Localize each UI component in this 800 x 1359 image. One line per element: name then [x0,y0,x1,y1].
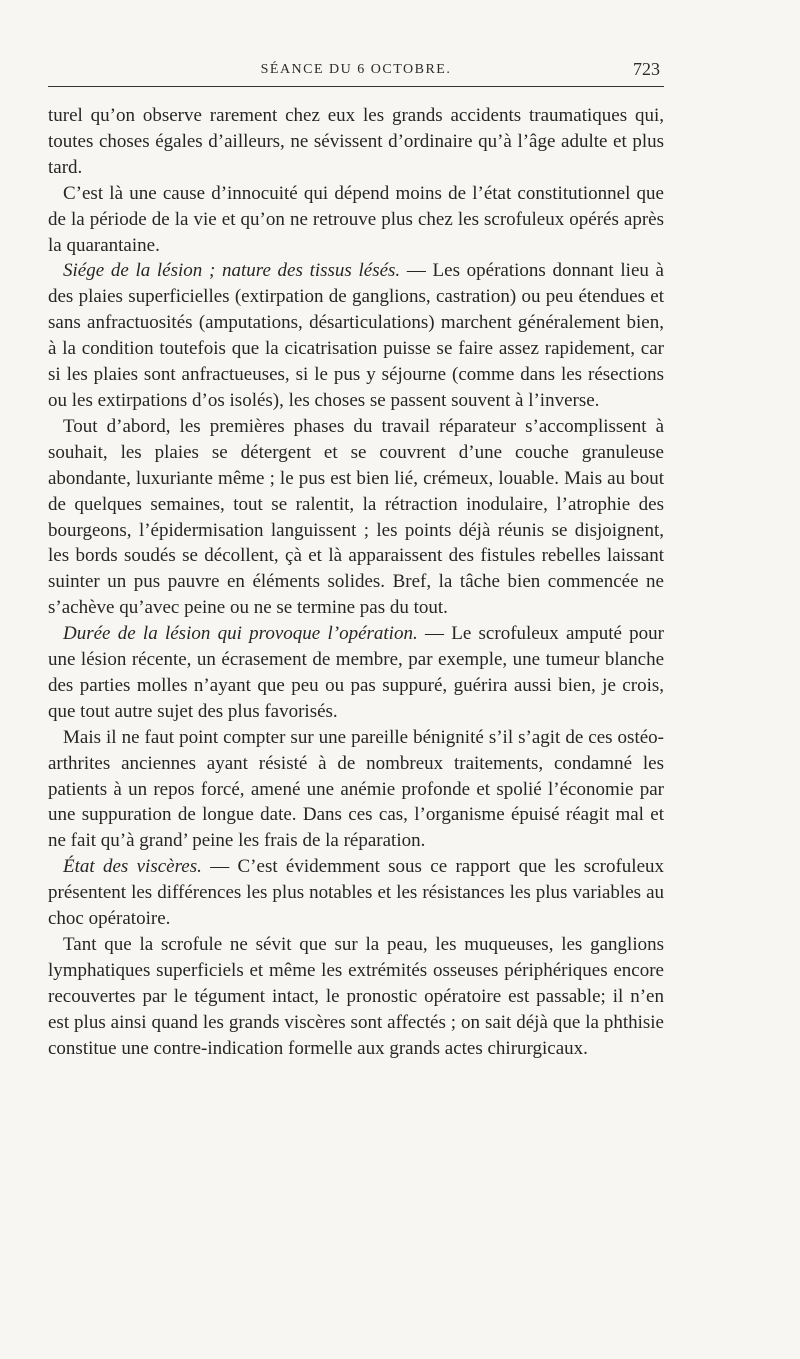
section-heading: Siége de la lésion ; nature des tissus lésés. [63,260,401,282]
paragraph [48,621,664,725]
paragraph [48,103,664,181]
paragraph-text: Tout d’abord, les premières phases du travail réparateur s’accomplissent à souhait, les plaies se détergent et se couvrent d’une couche granuleuse abondante, luxuriante même ; le pus est bien lié, crémeux, louable. Mais au bout de quelques semaines, tout se ralentit, la rétraction inodulaire, l’atrophie des bourgeons, l’épidermisation languissent ; les points déjà réunis se disjoignent, les bords soudés se décollent, çà et là apparaissent des fistules rebelles laissant suinter un pus pauvre en éléments solides. Bref, la tâche bien commencée ne s’achève qu’avec peine ou ne se termine pas du tout. [48,415,664,619]
paragraph-text: — Le scrofuleux amputé pour une lésion récente, un écrasement de membre, par exemple, une tumeur blanche des parties molles n’ayant que peu ou pas suppuré, guérira aussi bien, je crois, que tout autre sujet des plus favorisés. [48,623,664,722]
paragraph-text: Mais il ne faut point compter sur une pareille bénignité s’il s’agit de ces ostéo-arthrites anciennes ayant résisté à de nombreux traitements, condamné les patients à un repos forcé, amené une anémie profonde et spolié l’économie par une suppuration de longue date. Dans ces cas, l’organisme épuisé réagit mal et ne fait qu’à grand’ peine les frais de la réparation. [48,726,664,852]
paragraph [48,181,664,259]
paragraph-text: — C’est évidemment sous ce rapport que les scrofuleux présentent les différences les plus notables et les résistances les plus variables au choc opératoire. [48,856,664,930]
paragraph [48,258,664,413]
body-text [48,103,664,1062]
book-page [48,54,664,1344]
paragraph-text: — Les opérations donnant lieu à des plaies superficielles (extirpation de ganglions, castration) ou peu étendues et sans anfractuosités (amputations, désarticulations) marchent généralement bien, à la condition toutefois que la cicatrisation puisse se faire assez rapidement, car si les plaies sont anfractueuses, si le pus y séjourne (comme dans les résections ou les extirpations d’os isolés), les choses se passent souvent à l’inverse. [48,260,664,411]
paragraph [48,932,664,1062]
paragraph-text: Tant que la scrofule ne sévit que sur la peau, les muqueuses, les ganglions lymphatiques superficiels et même les extrémités osseuses périphériques encore recouvertes par le tégument intact, le pronostic opératoire est passable; il n’en est plus ainsi quand les grands viscères sont affectés ; on sait déjà que la phthisie constitue une contre-indication formelle aux grands actes chirurgicaux. [48,934,664,1059]
paragraph-text: turel qu’on observe rarement chez eux les grands accidents traumatiques qui, toutes choses égales d’ailleurs, ne sévissent d’ordinaire qu’à l’âge adulte et plus tard. [48,105,664,178]
section-heading: Durée de la lésion qui provoque l’opération. [63,623,418,645]
paragraph [48,854,664,932]
paragraph [48,414,664,621]
running-title: SÉANCE DU 6 OCTOBRE. [260,62,452,77]
page-header [48,54,664,87]
paragraph-text: C’est là une cause d’innocuité qui dépend moins de l’état constitutionnel que de la période de la vie et qu’on ne retrouve plus chez les scrofuleux opérés après la quarantaine. [48,182,664,256]
section-heading: État des viscères. [63,856,202,878]
paragraph [48,725,664,855]
page-number: 723 [633,59,660,79]
